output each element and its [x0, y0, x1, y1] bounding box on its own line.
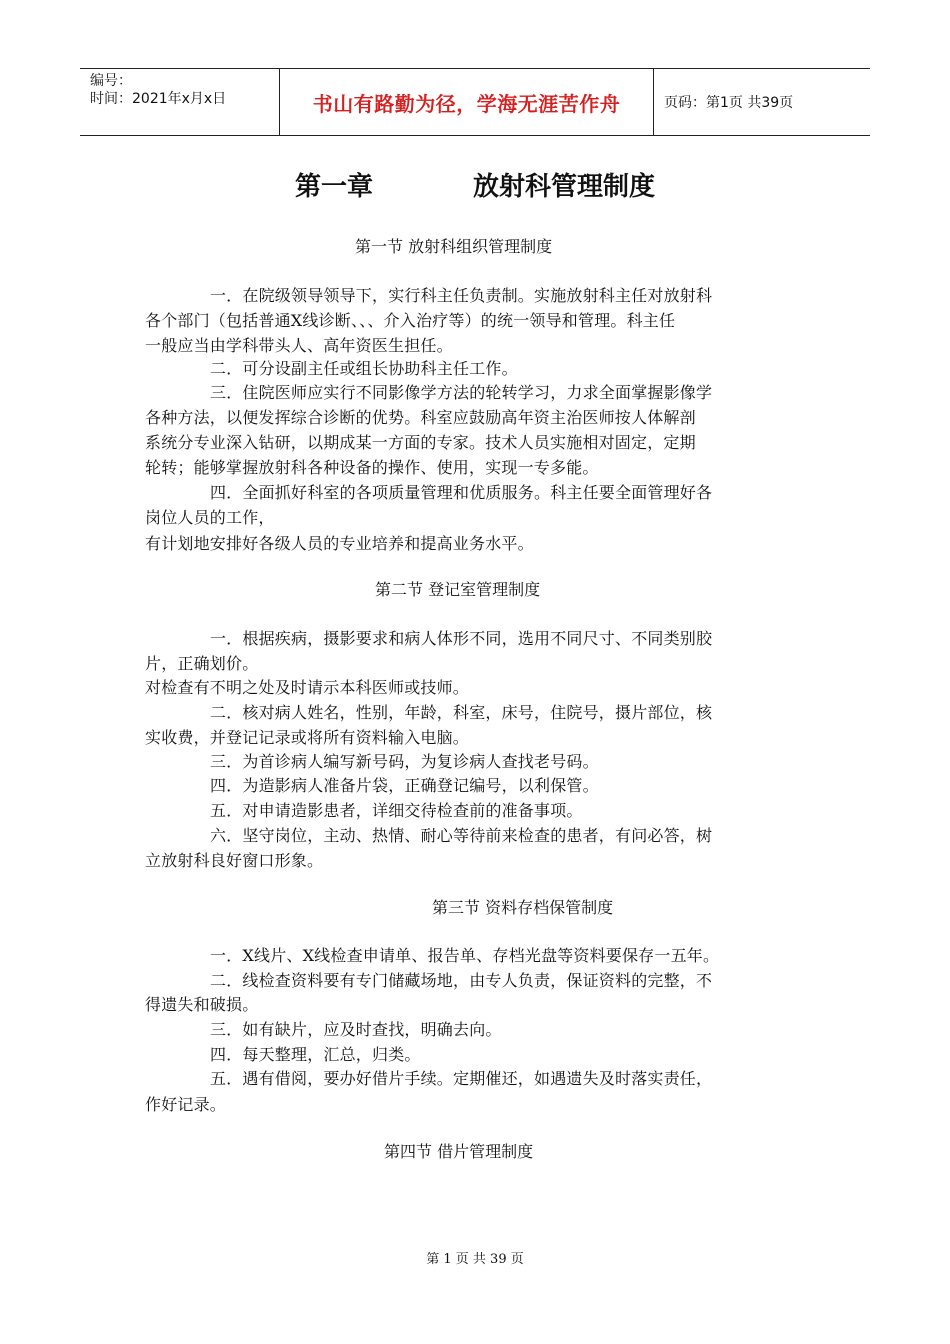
paragraph-line: 六．坚守岗位，主动、热情、耐心等待前来检查的患者，有问必答，树	[210, 826, 713, 845]
paragraph-line: 一般应当由学科带头人、高年资医生担任。	[145, 336, 453, 355]
paragraph-line: 二．线检查资料要有专门储藏场地，由专人负责，保证资料的完整，不	[210, 971, 713, 990]
paragraph-line: 一．在院级领导领导下，实行科主任负责制。实施放射科主任对放射科	[210, 286, 713, 305]
section-3-heading: 第三节 资料存档保管制度	[432, 898, 614, 917]
page-footer: 第 1 页 共 39 页	[426, 1252, 524, 1267]
paragraph-line: 有计划地安排好各级人员的专业培养和提高业务水平。	[145, 534, 534, 553]
header-page-label: 页码：第1页 共39页	[664, 95, 794, 111]
paragraph-line: 二．可分设副主任或组长协助科主任工作。	[210, 359, 518, 378]
paragraph-line: 实收费，并登记记录或将所有资料输入电脑。	[145, 728, 470, 747]
header-meta	[80, 69, 280, 135]
section-1-heading: 第一节 放射科组织管理制度	[355, 237, 553, 256]
paragraph-line: 一．根据疾病，摄影要求和病人体形不同，选用不同尺寸、不同类别胶	[210, 629, 713, 648]
paragraph-line: 岗位人员的工作，	[145, 508, 275, 527]
paragraph-line: 得遗失和破损。	[145, 995, 259, 1014]
paragraph-line: 对检查有不明之处及时请示本科医师或技师。	[145, 678, 470, 697]
paragraph-line: 二．核对病人姓名，性别，年龄，科室，床号，住院号，摄片部位，核	[210, 703, 713, 722]
paragraph-line: 各个部门（包括普通X线诊断、、、介入治疗等）的统一领导和管理。科主任	[145, 311, 676, 330]
paragraph-line: 四．全面抓好科室的各项质量管理和优质服务。科主任要全面管理好各	[210, 483, 713, 502]
time-label: 时间：2021年x月x日	[90, 91, 227, 107]
header-motto: 书山有路勤为径，学海无涯苦作舟	[280, 69, 654, 135]
paragraph-line: 各种方法，以便发挥综合诊断的优势。科室应鼓励高年资主治医师按人体解剖	[145, 408, 696, 427]
paragraph-line: 三．住院医师应实行不同影像学方法的轮转学习，力求全面掌握影像学	[210, 383, 713, 402]
section-4-heading: 第四节 借片管理制度	[384, 1142, 534, 1161]
paragraph-line: 片，正确划价。	[145, 654, 259, 673]
paragraph-line: 三．如有缺片，应及时查找，明确去向。	[210, 1020, 502, 1039]
document-header	[80, 68, 870, 136]
chapter-number: 第一章	[294, 172, 373, 202]
section-2-heading: 第二节 登记室管理制度	[375, 580, 541, 599]
paragraph-line: 五．遇有借阅，要办好借片手续。定期催还，如遇遗失及时落实责任，	[210, 1069, 713, 1088]
chapter-name: 放射科管理制度	[473, 172, 656, 202]
paragraph-line: 轮转；能够掌握放射科各种设备的操作、使用，实现一专多能。	[145, 458, 599, 477]
number-label: 编号：	[90, 73, 132, 89]
paragraph-line: 作好记录。	[145, 1095, 227, 1114]
paragraph-line: 一．X线片、X线检查申请单、报告单、存档光盘等资料要保存一五年。	[210, 946, 720, 965]
paragraph-line: 五．对申请造影患者，详细交待检查前的准备事项。	[210, 801, 583, 820]
paragraph-line: 四．每天整理，汇总，归类。	[210, 1045, 421, 1064]
paragraph-line: 立放射科良好窗口形象。	[145, 851, 324, 870]
paragraph-line: 三．为首诊病人编写新号码，为复诊病人查找老号码。	[210, 752, 599, 771]
paragraph-line: 四．为造影病人准备片袋，正确登记编号，以利保管。	[210, 776, 599, 795]
paragraph-line: 系统分专业深入钻研，以期成某一方面的专家。技术人员实施相对固定，定期	[145, 433, 696, 452]
chapter-title	[0, 166, 950, 203]
